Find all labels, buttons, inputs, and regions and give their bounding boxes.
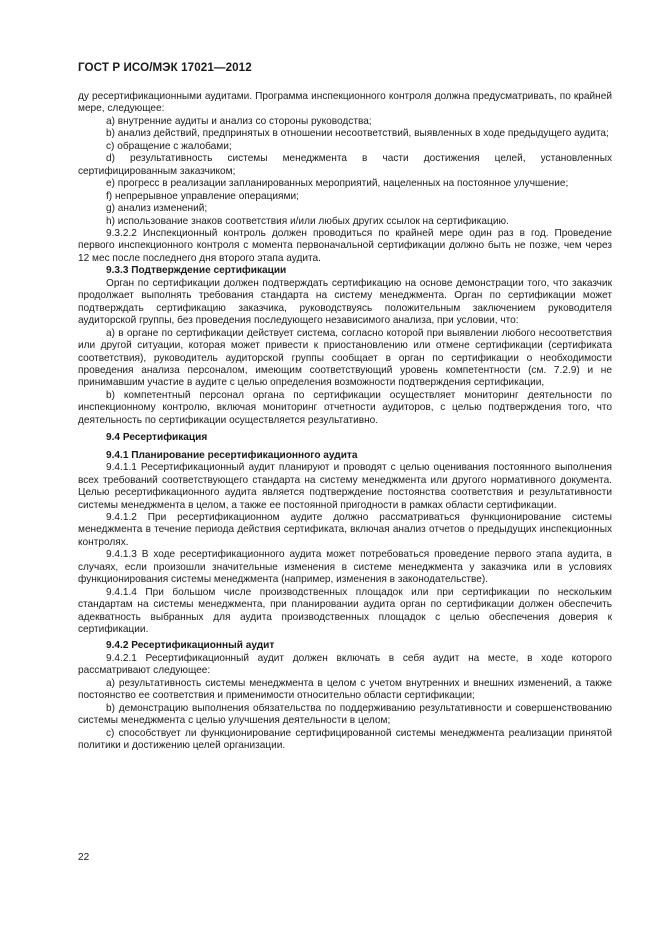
document-header: ГОСТ Р ИСО/МЭК 17021—2012	[78, 61, 252, 74]
document-body	[78, 91, 612, 753]
list-item-d: d) результативность системы менеджмента в части достижения целей, установленных сертифицированным заказчиком;	[78, 153, 612, 177]
list-item-f: f) непрерывное управление операциями;	[106, 190, 299, 202]
list-item-a: а) внутренние аудиты и анализ со стороны руководства;	[106, 115, 372, 127]
clause-9-4-1-3: 9.4.1.3 В ходе ресертификационного аудита может потребоваться проведение первого этапа аудита, в случаях, если произошли значительные изменения в системе менеджмента у заказчика или в условиях функционирования системы менеджмента (например, изменения в законодательстве).	[78, 549, 612, 586]
list-item-g: g) анализ изменений;	[106, 203, 208, 215]
list-item-a: а) результативность системы менеджмента в целом с учетом внутренних и внешних изменений, а также постоянство ее соответствия и применимости относительно области сертификации;	[78, 677, 612, 702]
list-item-b: b) компетентный персонал органа по сертификации осуществляет мониторинг деятельности по инспекционному контролю, включая мониторинг отчетности аудиторов, с целью подтверждения того, что деятельность по сертификации осуществляется результативно.	[78, 389, 612, 426]
paragraph-continuation: ду ресертификационными аудитами. Программа инспекционного контроля должна предусматривать, по крайней мере, следующее:	[78, 91, 612, 115]
list-item-b: b) демонстрацию выполнения обязательства по поддерживанию результативности и совершенствованию системы менеджмента с целью улучшения деятельности в целом;	[78, 702, 612, 727]
clause-9-4-1-4: 9.4.1.4 При большом числе производственных площадок или при сертификации по нескольким стандартам на системы менеджмента, при планировании аудита орган по сертификации должен обеспечить адекватность выбранных для аудита производственных площадок с целью обеспечения доверия к сертификации.	[78, 586, 612, 636]
section-heading-9-4: 9.4 Ресертификация	[106, 432, 208, 444]
clause-9-4-1-2: 9.4.1.2 При ресертификационном аудите должно рассматриваться функционирование системы менеджмента в течение периода действия сертификата, включая анализ отчетов о предыдущих инспекционных контролях.	[78, 511, 612, 548]
list-item-e: e) прогресс в реализации запланированных мероприятий, нацеленных на постоянное улучшение;	[106, 178, 569, 190]
list-item-b: b) анализ действий, предпринятых в отношении несоответствий, выявленных в ходе предыдущего аудита;	[106, 128, 609, 140]
section-heading-9-3-3: 9.3.3 Подтверждение сертификации	[106, 265, 287, 277]
list-item-c: c) обращение с жалобами;	[106, 140, 232, 152]
section-heading-9-4-2: 9.4.2 Ресертификационный аудит	[106, 640, 275, 652]
clause-9-4-1-1: 9.4.1.1 Ресертификационный аудит планируют и проводят с целью оценивания постоянного выполнения всех требований соответствующего стандарта на систему менеджмента или другого нормативного документа. Целью ресертификационного аудита является подтверждение постоянства соответствия и результативности системы менеджмента в целом, а также ее постоянной пригодности в рамках области сертификации.	[78, 462, 612, 511]
section-heading-9-4-1: 9.4.1 Планирование ресертификационного аудита	[106, 449, 358, 461]
page-number: 22	[78, 852, 90, 863]
list-item-a: а) в органе по сертификации действует система, согласно которой при выявлении любого несоответствия или другой ситуации, которая может привести к приостановлению или отмене сертификации (сертификата соответствия), руководитель аудиторской группы сообщает в орган по сертификации о необходимости проведения анализа персоналом, имеющим соответствующий уровень компетентности (см. 7.2.9) и не принимавшим участие в аудите с целью определения возможности подтверждения сертификации,	[78, 327, 612, 389]
paragraph-9-3-3: Орган по сертификации должен подтверждать сертификацию на основе демонстрации того, что заказчик продолжает выполнять требования стандарта на систему менеджмента. Орган по сертификации может подтверждать сертификацию заказчика, руководствуясь положительным заключением руководителя аудиторской группы, без проведения последующего независимого анализа, при условии, что:	[78, 277, 612, 327]
list-item-c: c) способствует ли функционирование сертифицированной системы менеджмента реализации принятой политики и достижению целей организации.	[78, 727, 612, 752]
clause-9-4-2-1: 9.4.2.1 Ресертификационный аудит должен включать в себя аудит на месте, в ходе которого рассматривают следующее:	[78, 652, 612, 677]
list-item-h: h) использование знаков соответствия и/или любых других ссылок на сертификацию.	[106, 215, 509, 227]
clause-9-3-2-2: 9.3.2.2 Инспекционный контроль должен проводиться по крайней мере один раз в год. Проведение первого инспекционного контроля с момента первоначальной сертификации должно быть не позже, чем через 12 мес после последнего дня второго этапа аудита.	[78, 227, 612, 264]
